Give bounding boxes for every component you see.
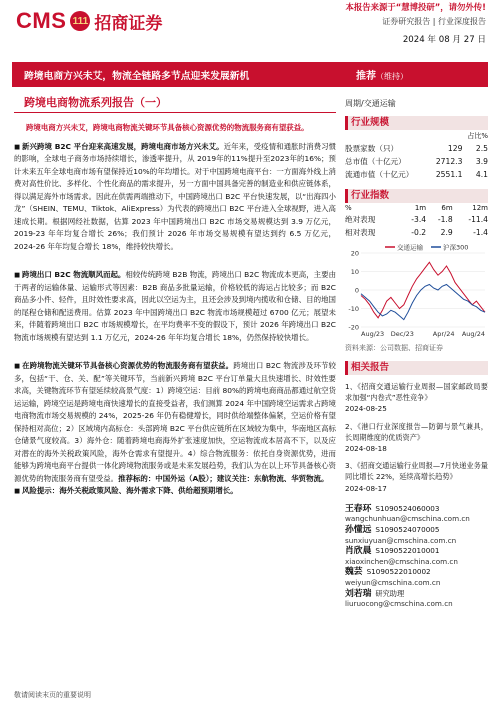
paragraph-text: 跨境出口 B2C 物流涉及环节较多，包括“干、仓、关、配”等关键环节，当前新兴跨境 B2C 平台订单量大且快速增长、时效性要求高，关键物流环节有望延续较高景气度：1）跨境空运：目前 80%的跨境电商商品都通过航空货运运输，跨境空运是跨境电商快速增长的直接受益者，我们测算 2024 年中国跨境空运需求占跨境电商物流市场交易规模的 24%，2025-26 年仍有稳健增长，同时供给端整体偏紧，空运价格有望保持相对高位；2）区域境内高标仓：头部跨境 B2C 平台供应链所在区域较为集中，华南地区高标仓储景气度较高。3）海外仓：随着跨境电商海外扩张速度加快，空运物流成本居高不下，以及应对潜在的海外关税政策风险，海外仓需求有望提升。4）综合物流服务：依托自身资源优势，进而能够为跨境电商平台提供一体化跨境物流服务或是未来发展趋势，我们认为在以上环节具备核心资源优势的物流服务商有望受益。 xyxy=(14,361,336,483)
rating-note: （维持） xyxy=(376,72,408,81)
paragraph-text: 近年来，受疫情和通胀时消费习惯的影响，全球电子商务市场持续增长，渗透率提升，从 2019年的11%提升至2023年的16%；预计未来五年全球电商市场有望保持近10%的年均增长。对于中国跨境电商平台：一方面海外线上消费对高性价比、多样化、个性化商品的需求提升，另一方面中国具备完善的制造业和供应链体系，得以满足海外市场需求。因此在供需两端推动下，中国跨境出口 B2C 平台快速发展，以“出海四小龙”（SHEIN、TEMU、Tiktok、AliExpress）为代表的跨境出口 B2C 平台进入全球视野，进入高速成长期。根据网经社数据，估算 2023 年中国跨境出口 B2C 市场交易规模达到 3.9 万亿元，2019-23 年年均复合增长 26%；我们预计 2026 年市场交易规模有望达到约 6.5 万亿元，2024-26 年年均复合增长 18%，维持较快增长。 xyxy=(14,141,337,251)
legend-label: 沪深300 xyxy=(443,243,469,252)
report-type: 证券研究报告 | 行业深度报告 xyxy=(382,17,486,26)
risk-text: 海外关税政策风险、海外需求下降、供给超预期增长。 xyxy=(59,486,238,495)
risk-line xyxy=(14,485,336,498)
paragraph-lead: 跨境出口 B2C 物流顺风而起。 xyxy=(22,270,126,279)
industry-label: 周期/交通运输 xyxy=(345,99,396,108)
rating-label: 推荐 xyxy=(356,71,376,82)
analyst-email[interactable]: wangchunhuan@cmschina.com.cn xyxy=(345,514,470,524)
logo-cn: 招商证券 xyxy=(94,13,163,34)
legend-label: 交通运输 xyxy=(397,243,423,252)
source-notice: 本报告来源于“慧博投研”，请勿外传! xyxy=(345,2,486,12)
table-row: 总市值（十亿元） 2712.3 3.9 xyxy=(345,157,488,166)
report-title: 跨境电商方兴未艾，物流全链路多节点迎来发展新机 xyxy=(24,71,250,82)
analyst-email[interactable]: liuruocong@cmschina.com.cn xyxy=(345,599,453,609)
paragraph xyxy=(14,269,336,344)
chart-source: 资料来源：公司数据、招商证券 xyxy=(345,344,443,352)
paragraph xyxy=(14,141,336,254)
analyst: 魏芸 S1090522010002 weiyun@cmschina.com.cn xyxy=(345,567,488,588)
related-reports xyxy=(345,381,488,494)
x-tick-label: Aug/23 xyxy=(361,330,385,338)
table-row: 绝对表现 -3.4 -1.8 -11.4 xyxy=(345,215,488,224)
x-tick-label: Aug/24 xyxy=(461,330,485,338)
related-report[interactable]: 1、《招商交通运输行业周报—国家邮政局要求加强“内卷式”恶性竞争》 2024-08-25 xyxy=(345,382,488,414)
cms-logo xyxy=(16,8,162,34)
bullet-icon: ◼ xyxy=(14,361,21,370)
analyst-email[interactable]: sunxiuyuan@cmschina.com.cn xyxy=(345,535,457,545)
title-band xyxy=(12,62,488,87)
related-report[interactable]: 3、《招商交通运输行业周报—7月快递业务量同比增长 22%，延续高增长趋势》 2024-08-17 xyxy=(345,461,488,493)
paragraph xyxy=(14,360,336,485)
paragraph-lead: 在跨境物流关键环节具备核心资源优势的物流服务商有望获益。 xyxy=(22,361,234,370)
y-tick-label: -10 xyxy=(348,305,359,313)
scale-heading: 行业规模 xyxy=(345,116,488,130)
risk-lead: 风险提示： xyxy=(22,486,60,495)
footer-note: 敬请阅读末页的重要说明 xyxy=(14,691,91,699)
logo-badge-text: 111 xyxy=(72,15,89,27)
analyst-list xyxy=(345,504,488,610)
analyst: 刘若瑞 研究助理 liuruocong@cmschina.com.cn xyxy=(345,589,488,610)
paragraph-lead: 新兴跨境 B2C 平台迎来高速发展，跨境电商市场方兴未艾。 xyxy=(22,141,224,151)
divider xyxy=(14,112,336,113)
sidebar xyxy=(345,116,488,610)
paragraph-text: 相较传统跨境 B2B 物流，跨境出口 B2C 物流成本更高，主要由于两者的运输体量、运输形式等因素：B2B 商品多批量运输，价格较低的海运占比较多；而 B2C 商品多小件、轻件，且时效性要求高，因此以空运为主，且还会涉及到境内揽收和仓储、目的地国的尾程仓储和配送费用。估算 2023 年中国跨境出口 B2C 物流市场规模超过 6700 亿元；展望未来，伴随着跨境出口 B2C 市场规模增长，在平均费率不变的假设下，预计 2026 年跨境出口 B2C 物流市场规模有望达到 1.1 万亿元，2024-26 年年均复合增长 18%，仍然保持较快增长。 xyxy=(14,270,336,342)
y-tick-label: 20 xyxy=(350,249,359,258)
index-heading: 行业指数 xyxy=(345,189,488,203)
scale-table xyxy=(345,130,488,181)
y-tick-label: -20 xyxy=(348,323,359,332)
y-tick-label: 10 xyxy=(350,268,359,276)
bullet-icon: ◼ xyxy=(14,141,21,151)
analyst-email[interactable]: xiaoxinchen@cmschina.com.cn xyxy=(345,556,458,566)
recommend-text: 推荐标的：中国外运（A股）；建议关注：东航物流、华贸物流。 xyxy=(118,473,329,483)
analyst: 王春环 S1090524060003 wangchunhuan@cmschina.com.cn xyxy=(345,504,488,525)
index-chart-svg xyxy=(345,241,488,341)
table-row: 股票家数（只） 129 2.5 xyxy=(345,144,488,153)
rating xyxy=(356,67,408,82)
analyst: 孙懂远 S1090524070005 sunxiuyuan@cmschina.com.cn xyxy=(345,525,488,546)
table-row: 相对表现 -0.2 2.9 -1.4 xyxy=(345,228,488,237)
related-heading: 相关报告 xyxy=(345,361,488,375)
index-chart xyxy=(345,241,488,341)
report-date: 2024 年 08 月 27 日 xyxy=(402,35,486,45)
scale-col-header: 占比% xyxy=(467,132,488,140)
bullet-icon: ◼ xyxy=(14,270,21,279)
logo-badge-icon xyxy=(70,11,90,31)
report-subtitle: 跨境电商物流系列报告（一） xyxy=(24,96,167,109)
y-tick-label: 0 xyxy=(354,286,359,295)
index-table: % 1m 6m 12m 绝对表现 -3.4 -1.8 -11.4 相对表现 -0.2 2.9 -1.4 xyxy=(345,204,488,237)
x-tick-label: Dec/23 xyxy=(390,330,414,338)
analyst-email[interactable]: weiyun@cmschina.com.cn xyxy=(345,577,441,587)
abstract: 跨境电商方兴未艾，跨境电商物流关键环节具备核心资源优势的物流服务商有望获益。 xyxy=(26,123,309,132)
bullet-icon: ◼ xyxy=(14,486,21,495)
main-content xyxy=(14,116,336,504)
table-row: 流通市值（十亿元） 2551.1 4.1 xyxy=(345,170,488,179)
report-header xyxy=(0,0,500,56)
related-report[interactable]: 2、《港口行业深度报告—防御与景气兼具，长周期维度的优质资产》 2024-08-18 xyxy=(345,421,488,454)
x-tick-label: Apr/24 xyxy=(432,330,455,338)
analyst: 肖欣晨 S1090522010001 xiaoxinchen@cmschina.com.cn xyxy=(345,546,488,567)
logo-en: CMS xyxy=(16,8,67,33)
